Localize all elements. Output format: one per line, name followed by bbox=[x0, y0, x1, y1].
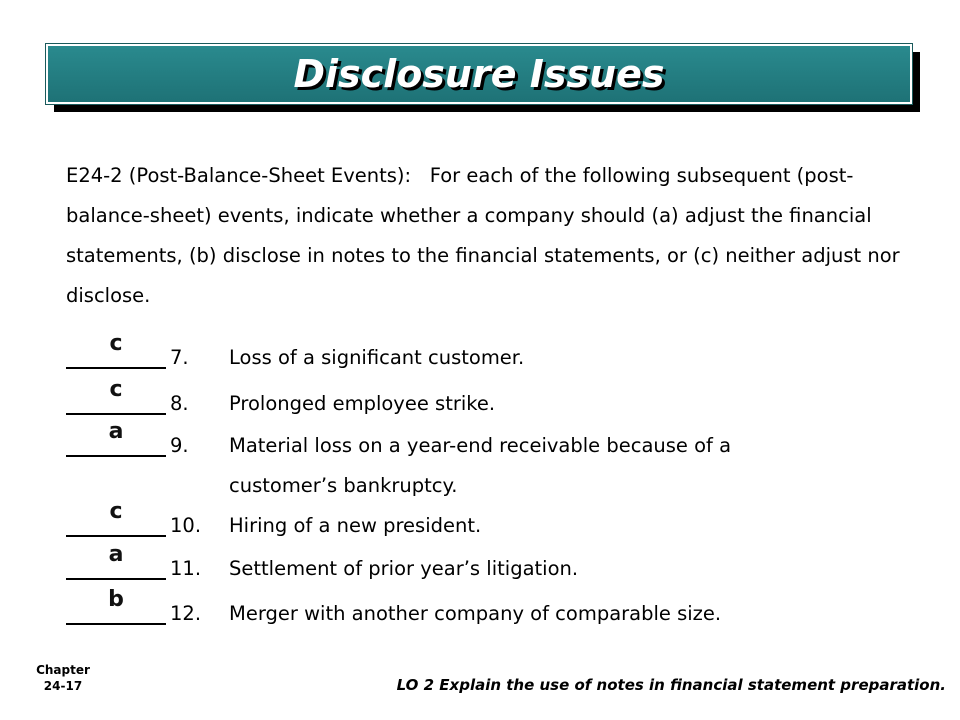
list-item-7 bbox=[66, 331, 946, 378]
item-description: Merger with another company of comparable size. bbox=[229, 602, 722, 625]
answer-letter: a bbox=[108, 419, 124, 444]
exercise-intro bbox=[66, 156, 926, 316]
item-description: Material loss on a year-end receivable because of a bbox=[229, 434, 732, 457]
item-description: Hiring of a new president. bbox=[229, 514, 482, 537]
item-description: Loss of a significant customer. bbox=[229, 346, 525, 369]
answer-blank bbox=[66, 587, 166, 634]
answer-blank bbox=[66, 419, 166, 466]
slide-title: Disclosure Issues bbox=[293, 52, 665, 96]
list-item-9 bbox=[66, 419, 946, 466]
title-banner bbox=[46, 44, 912, 104]
chapter-page: 24-17 bbox=[43, 679, 83, 693]
item-number: 12. bbox=[170, 602, 202, 625]
list-item-10 bbox=[66, 499, 946, 546]
item-number: 9. bbox=[170, 434, 189, 457]
item-number: 8. bbox=[170, 392, 189, 415]
item-number: 11. bbox=[170, 557, 202, 580]
answer-letter: a bbox=[108, 542, 124, 567]
list-item-12 bbox=[66, 587, 946, 634]
exercise-label: E24-2 (Post-Balance-Sheet Events): bbox=[66, 164, 412, 187]
learning-objective: LO 2 Explain the use of notes in financial statement preparation. bbox=[396, 676, 946, 694]
item-description-continuation: customer’s bankruptcy. bbox=[229, 474, 458, 497]
answer-letter: c bbox=[109, 331, 123, 356]
list-item-8 bbox=[66, 377, 946, 424]
answer-letter: b bbox=[108, 587, 124, 612]
item-number: 7. bbox=[170, 346, 189, 369]
item-description: Settlement of prior year’s litigation. bbox=[229, 557, 579, 580]
item-description: Prolonged employee strike. bbox=[229, 392, 496, 415]
answer-letter: c bbox=[109, 499, 123, 524]
chapter-label bbox=[28, 662, 98, 694]
item-number: 10. bbox=[170, 514, 202, 537]
chapter-word: Chapter bbox=[36, 663, 90, 677]
exercise-instructions: For each of the following subsequent (post-balance-sheet) events, indicate whether a company should (a) adjust the financial statements, (b) disclose in notes to the financial statements, or (c) neither adjust nor disclose. bbox=[66, 164, 900, 307]
list-item-11 bbox=[66, 542, 946, 589]
answer-letter: c bbox=[109, 377, 123, 402]
